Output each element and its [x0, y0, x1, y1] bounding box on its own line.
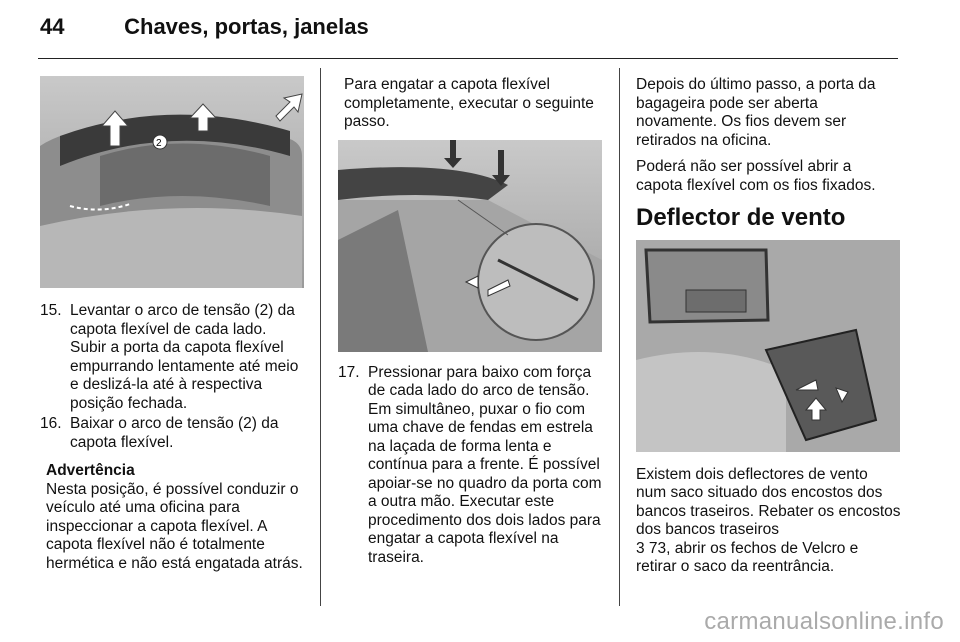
section-heading: Deflector de vento [636, 204, 846, 231]
watermark-text: carmanualsonline.info [704, 608, 944, 635]
page-title: Chaves, portas, janelas [124, 14, 369, 39]
wind-deflector-illustration [636, 240, 900, 452]
figure-wind-deflector [636, 240, 900, 452]
step-number: 16. [40, 415, 62, 432]
figure-soft-top-raised [40, 76, 304, 288]
column-3 [636, 76, 902, 585]
soft-top-illustration [40, 76, 304, 288]
page-header [40, 14, 369, 40]
figure-callout-2: 2 [156, 138, 162, 149]
steps-list-2 [338, 364, 603, 568]
paragraph-3-text-b: , abrir os fechos de Velcro e retirar o saco da reentrância. [636, 539, 859, 575]
column-1 [40, 76, 306, 573]
tension-wire-illustration [338, 140, 602, 352]
step-text: Levantar o arco de tensão (2) da capota flexível de cada lado. Subir a porta da capota flexível empurrando lentamente até meio e deslizá-la até à respectiva posição fechada. [70, 302, 299, 412]
page-number: 44 [40, 14, 65, 39]
warning-block [40, 462, 306, 573]
step-number: 15. [40, 302, 62, 319]
column-divider-1 [320, 68, 321, 606]
paragraph-3-text-a: Existem dois deflectores de vento num saco situado dos encostos dos bancos traseiros. Rebater os encostos dos bancos traseiros [636, 465, 901, 538]
step-17 [338, 364, 603, 568]
warning-title: Advertência [46, 462, 135, 479]
paragraph-2: Poderá não ser possível abrir a capota flexível com os fios fixados. [636, 158, 876, 194]
column-2 [338, 76, 603, 569]
header-rule [38, 58, 898, 59]
step-15 [40, 302, 306, 413]
page-reference-link[interactable]: 3 73 [636, 539, 667, 557]
step-16 [40, 415, 306, 452]
step-text: Baixar o arco de tensão (2) da capota flexível. [70, 415, 279, 451]
paragraph-1: Depois do último passo, a porta da bagageira pode ser aberta novamente. Os fios devem ser retirados na oficina. [636, 76, 876, 149]
step-text: Pressionar para baixo com força de cada lado do arco de tensão. Em simultâneo, puxar o fio com uma chave de fendas em estrela na laçada de forma lenta e contínua para a frente. É possível apoiar-se no quadro da porta com a outra mão. Executar este procedimento dos dois lados para engatar a capota flexível na traseira. [368, 363, 602, 566]
warning-text: Nesta posição, é possível conduzir o veículo até uma oficina para inspeccionar a capota flexível. A capota flexível não é totalmente hermética e não está engatada atrás. [46, 480, 303, 572]
intro-paragraph: Para engatar a capota flexível completamente, executar o seguinte passo. [344, 76, 594, 130]
paragraph-3 [636, 466, 902, 577]
steps-list-1 [40, 302, 306, 452]
figure-tension-wire [338, 140, 602, 352]
column-divider-2 [619, 68, 620, 606]
step-number: 17. [338, 363, 360, 381]
